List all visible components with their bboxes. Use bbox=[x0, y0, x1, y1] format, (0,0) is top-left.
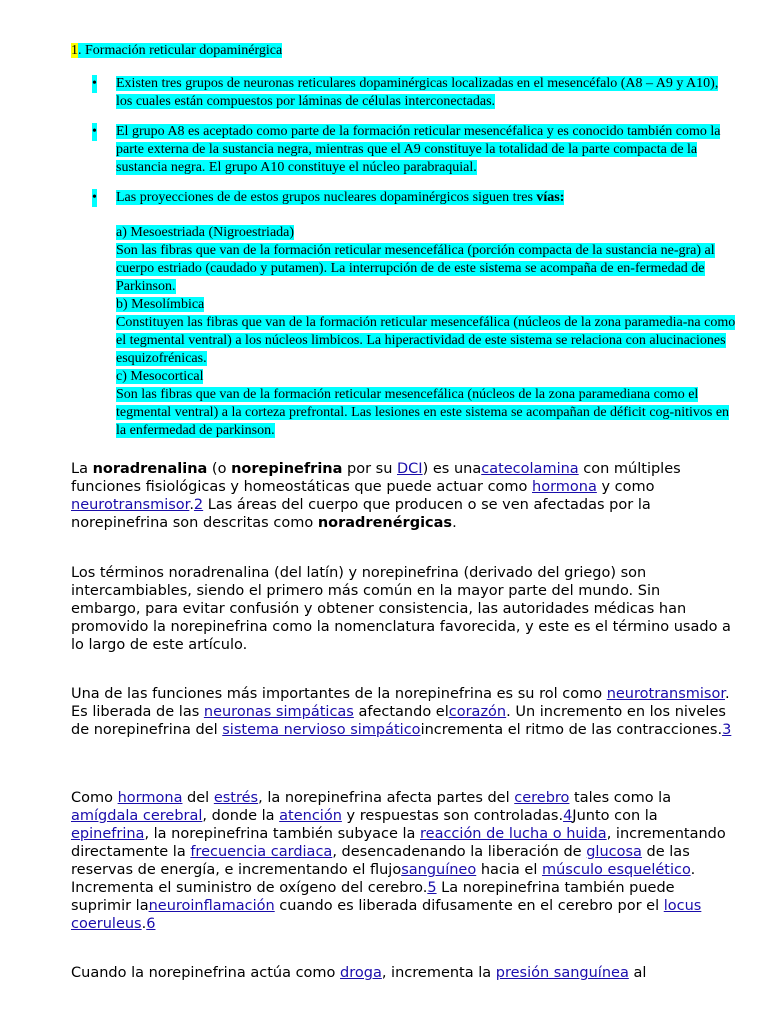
text-run: Una de las funciones más importantes de la norepinefrina es su rol como bbox=[71, 686, 607, 702]
text-run: Cuando la norepinefrina actúa como bbox=[71, 965, 341, 981]
bullet-list bbox=[92, 75, 732, 219]
link-ref-5[interactable]: 5 bbox=[427, 880, 437, 896]
text-run: Las áreas del cuerpo que producen o se ven afectadas por la norepinefrina son descritas como bbox=[71, 497, 651, 531]
text-run: y como bbox=[596, 479, 655, 495]
link-epinefrina[interactable]: epinefrina bbox=[71, 826, 145, 842]
link-musculo-esqueletico[interactable]: músculo esquelético bbox=[541, 862, 691, 878]
link-atencion[interactable]: atención bbox=[279, 808, 342, 824]
bullet-icon: • bbox=[92, 124, 97, 139]
via-a-title: a) Mesoestriada (Nigroestriada) bbox=[116, 225, 295, 240]
text-run: con múltiples funciones fisiológicas y homeostáticas que puede actuar como bbox=[71, 461, 681, 495]
via-a-body: Son las fibras que van de la formación reticular mesencefálica (porción compacta de la sustancia ne-gra) al cuerpo estriado (caudado y putamen). La interrupción de de este sistema se acompaña de en-fermedad de Parkinson. bbox=[116, 243, 715, 294]
via-c-title: c) Mesocortical bbox=[116, 369, 204, 384]
bold-term: noradrenérgicas bbox=[317, 515, 453, 531]
text-run: , la norepinefrina afecta partes del bbox=[258, 790, 515, 806]
via-b-body: Constituyen las fibras que van de la formación reticular mesencefálica (núcleos de la zona paramedia-na como el tegmental ventral) a los núcleos limbicos. La hiperactividad de este sistema se relaciona con alucinaciones esquizofrénicas. bbox=[116, 315, 736, 366]
text-run: , desencadenando la liberación de bbox=[332, 844, 587, 860]
link-locus-coeruleus[interactable]: locus coeruleus bbox=[71, 898, 702, 932]
text-run: La bbox=[71, 461, 93, 477]
text-run: y respuestas son controladas. bbox=[341, 808, 564, 824]
text-run: Como bbox=[71, 790, 118, 806]
link-reaccion-lucha-huida[interactable]: reacción de lucha o huida bbox=[420, 826, 607, 842]
text-run: . Un incremento en los niveles de norepinefrina del bbox=[71, 704, 726, 738]
text-run: . bbox=[189, 497, 194, 513]
bullet-text: El grupo A8 es aceptado como parte de la formación reticular mesencéfalica y es conocido también como la parte externa de la sustancia negra, mientras que el A9 constituye la totalidad de la parte compacta de la sustancia negra. El grupo A10 constituye el núcleo parabraquial. bbox=[116, 124, 721, 175]
link-ref-6[interactable]: 6 bbox=[146, 916, 156, 932]
link-ref-4[interactable]: 4 bbox=[563, 808, 573, 824]
bullet-bold-text: vías: bbox=[536, 190, 565, 205]
link-glucosa[interactable]: glucosa bbox=[586, 844, 642, 860]
text-run: cuando es liberada difusamente en el cerebro por el bbox=[274, 898, 664, 914]
text-run: , incrementando directamente la bbox=[71, 826, 726, 860]
link-corazon[interactable]: corazón bbox=[448, 704, 507, 720]
text-run: al bbox=[628, 965, 647, 981]
link-ref-2[interactable]: 2 bbox=[193, 497, 204, 513]
link-droga[interactable]: droga bbox=[340, 965, 382, 981]
text-run: , la norepinefrina también subyace la bbox=[144, 826, 421, 842]
link-cerebro[interactable]: cerebro bbox=[514, 790, 570, 806]
text-run: , incrementa la bbox=[381, 965, 496, 981]
link-dci[interactable]: DCI bbox=[397, 461, 423, 477]
via-c-body: Son las fibras que van de la formación reticular mesencefálica (núcleos de la zona paramediana como el tegmental ventral) a la corteza prefrontal. Las lesiones en este sistema se acompañan de déficit cog-nitivos en la enfermedad de parkinson. bbox=[116, 387, 730, 438]
section-heading bbox=[71, 42, 282, 60]
text-run: hacia el bbox=[476, 862, 542, 878]
link-sistema-nervioso-simpatico[interactable]: sistema nervioso simpático bbox=[222, 722, 421, 738]
text-run: de las reservas de energía, e incrementando el flujo bbox=[71, 844, 690, 878]
paragraph-hormona-estres bbox=[71, 789, 733, 933]
text-run: tales como la bbox=[569, 790, 672, 806]
text-run: , donde la bbox=[202, 808, 280, 824]
link-neurotransmisor[interactable]: neurotransmisor bbox=[606, 686, 725, 702]
text-run: (o bbox=[207, 461, 232, 477]
list-item bbox=[92, 75, 732, 111]
link-hormona[interactable]: hormona bbox=[117, 790, 183, 806]
list-item bbox=[92, 123, 732, 177]
via-b-title: b) Mesolímbica bbox=[116, 297, 205, 312]
bold-term: norepinefrina bbox=[231, 461, 343, 477]
paragraph-terminos: Los términos noradrenalina (del latín) y norepinefrina (derivado del griego) son intercambiables, siendo el primero más común en la mayor parte del mundo. Sin embargo, para evitar confusión y obtener consistencia, las autoridades médicas han promovido la norepinefrina como la nomenclatura favorecida, y este es el término usado a lo largo de este artículo. bbox=[71, 565, 731, 653]
link-frecuencia-cardiaca[interactable]: frecuencia cardiaca bbox=[190, 844, 333, 860]
text-run: . bbox=[141, 916, 147, 932]
heading-number: 1 bbox=[71, 43, 78, 58]
paragraph-funciones bbox=[71, 685, 733, 739]
text-run: incrementa el ritmo de las contracciones. bbox=[420, 722, 723, 738]
heading-text: . Formación reticular dopaminérgica bbox=[78, 43, 283, 58]
text-run: Junto con la bbox=[572, 808, 658, 824]
link-estres[interactable]: estrés bbox=[213, 790, 259, 806]
bullet-icon: • bbox=[92, 190, 97, 205]
vias-block bbox=[116, 224, 736, 440]
text-run: por su bbox=[342, 461, 398, 477]
bullet-icon: • bbox=[92, 76, 97, 91]
link-ref-3[interactable]: 3 bbox=[722, 722, 732, 738]
text-run: del bbox=[182, 790, 214, 806]
bullet-text: Existen tres grupos de neuronas reticulares dopaminérgicas localizadas en el mesencéfalo (A8 – A9 y A10), los cuales están compuestos por láminas de células interconectadas. bbox=[116, 76, 719, 109]
link-sanguineo[interactable]: sanguíneo bbox=[401, 862, 477, 878]
text-run: . bbox=[452, 515, 457, 531]
bold-term: noradrenalina bbox=[92, 461, 208, 477]
link-presion-sanguinea[interactable]: presión sanguínea bbox=[495, 965, 629, 981]
link-neurotransmisor[interactable]: neurotransmisor bbox=[71, 497, 190, 513]
text-run: afectando el bbox=[353, 704, 449, 720]
link-amigdala-cerebral[interactable]: amígdala cerebral bbox=[71, 808, 203, 824]
text-run: . Es liberada de las bbox=[71, 686, 730, 720]
text-run: . Incrementa el suministro de oxígeno del cerebro. bbox=[71, 862, 696, 896]
link-hormona[interactable]: hormona bbox=[532, 479, 597, 495]
text-run: La norepinefrina también puede suprimir la bbox=[71, 880, 675, 914]
paragraph-noradrenalina bbox=[71, 460, 733, 532]
link-catecolamina[interactable]: catecolamina bbox=[481, 461, 579, 477]
paragraph-droga bbox=[71, 964, 733, 982]
text-run: ) es una bbox=[422, 461, 482, 477]
link-neuroinflamacion[interactable]: neuroinflamación bbox=[148, 898, 275, 914]
list-item bbox=[92, 189, 732, 207]
bullet-text: Las proyecciones de de estos grupos nucleares dopaminérgicos siguen tres bbox=[116, 190, 537, 205]
link-neuronas-simpaticas[interactable]: neuronas simpáticas bbox=[203, 704, 354, 720]
